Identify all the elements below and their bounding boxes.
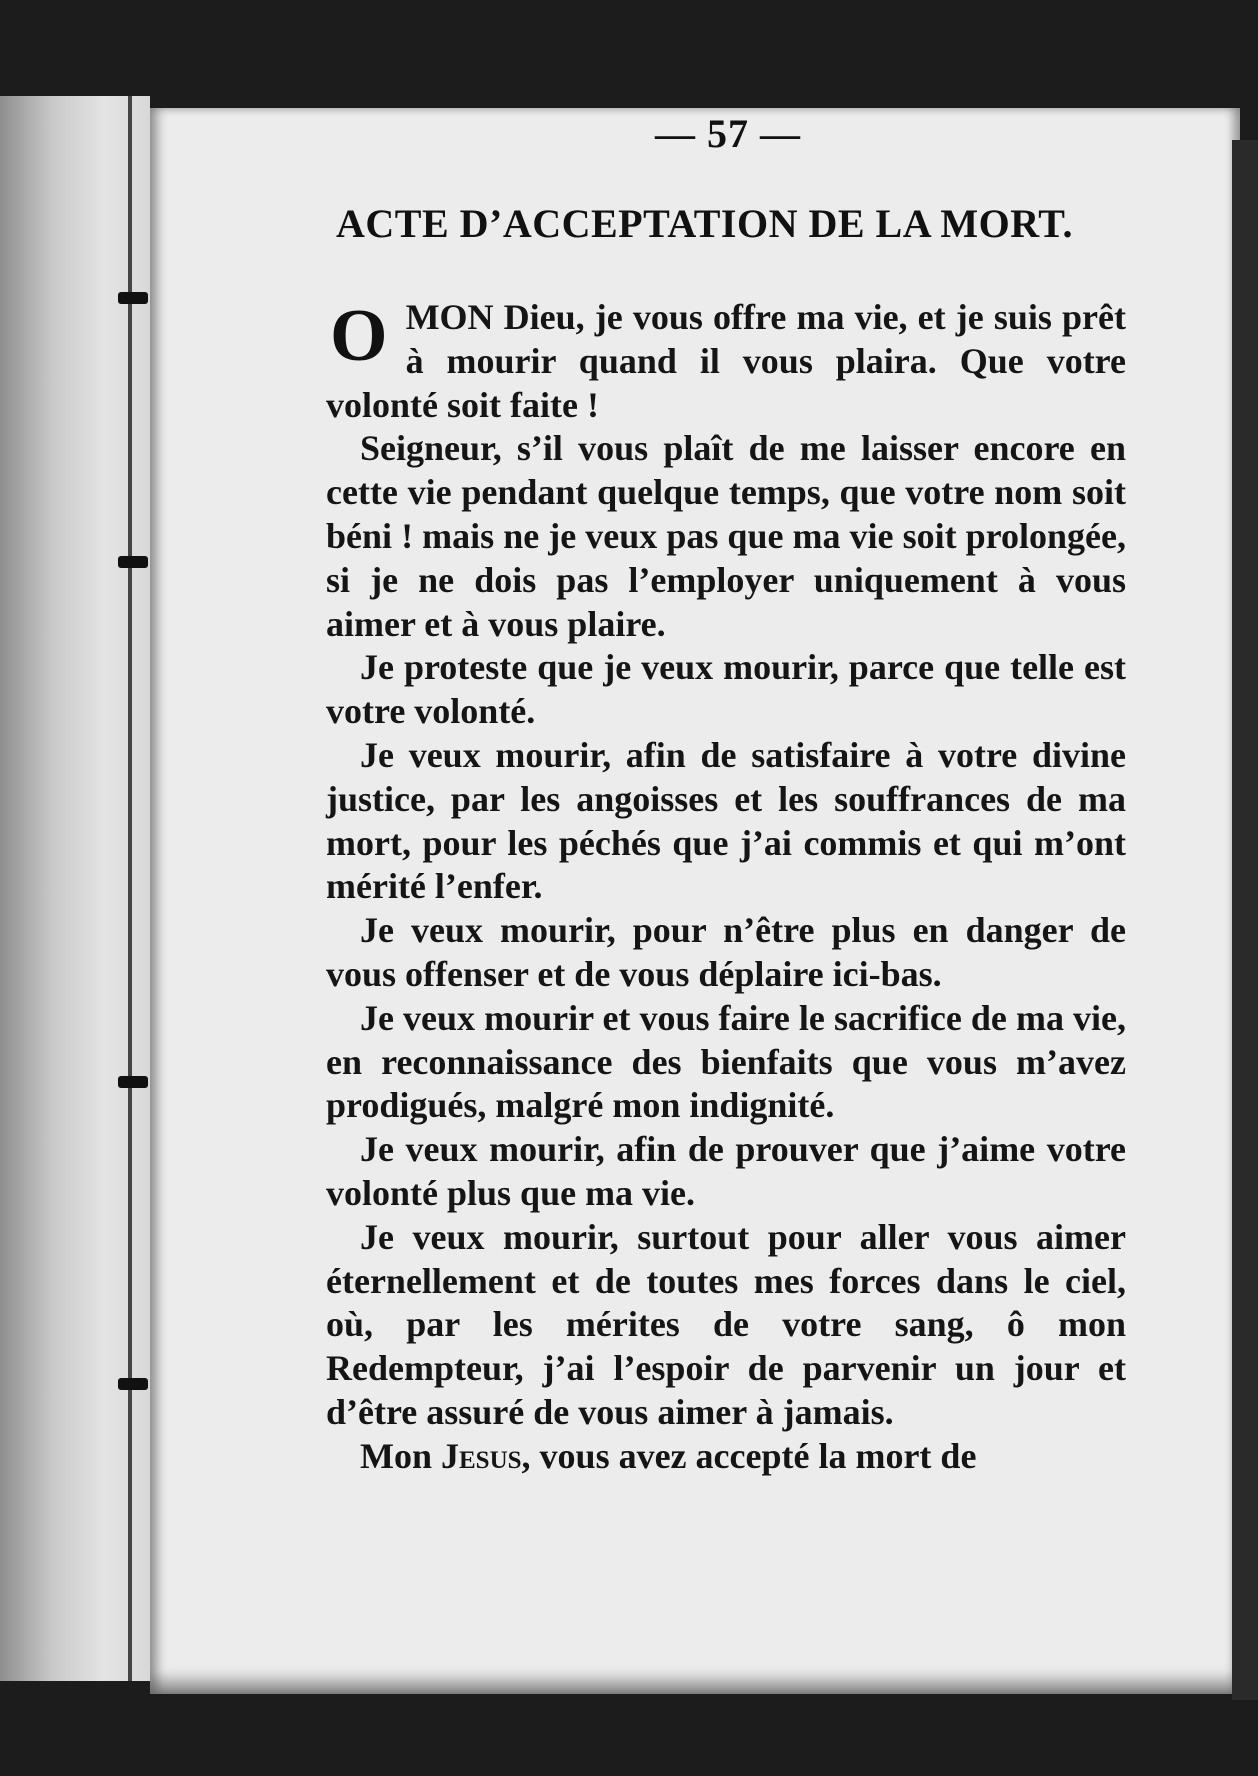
paragraph-text: MON Dieu, je vous offre ma vie, et je suis prêt à mourir quand il vous plaira. Que votre volonté soit faite !	[326, 297, 1126, 425]
paragraph: Je veux mourir et vous faire le sacrifice de ma vie, en reconnaissance des bienfaits que vous m’avez prodigués, malgré mon indignité.	[326, 997, 1126, 1126]
drop-cap: O	[330, 295, 388, 377]
binding-knot	[118, 292, 148, 304]
paragraph-text: , vous avez accepté la mort de	[521, 1435, 977, 1476]
paragraph: Je veux mourir, afin de satisfaire à votre divine justice, par les angoisses et les souffrances de ma mort, pour les péchés que j’ai commis et qui m’ont mérité l’enfer.	[326, 734, 1126, 907]
binding-knot	[118, 1076, 148, 1088]
binding-knot	[118, 1378, 148, 1390]
binding-stitch	[128, 96, 132, 1681]
paragraph: Je veux mourir, afin de prouver que j’aime votre volonté plus que ma vie.	[326, 1129, 1126, 1213]
paragraph: Je proteste que je veux mourir, parce que telle est votre volonté.	[326, 647, 1126, 732]
paragraph: Seigneur, s’il vous plaît de me laisser encore en cette vie pendant quelque temps, que votre nom soit béni ! mais ne je veux pas que ma vie soit prolongée, si je ne dois pas l’employer uniquement à vous aimer et à vous plaire.	[326, 428, 1126, 644]
page-number: — 57 —	[655, 111, 801, 156]
page-title: ACTE D’ACCEPTATION DE LA MORT.	[336, 201, 1073, 246]
name-jesus: Jesus	[441, 1435, 522, 1476]
paragraph-text: Mon	[360, 1435, 432, 1476]
facing-page-edge	[0, 96, 150, 1681]
paragraph: Je veux mourir, surtout pour aller vous aimer éternellement et de toutes mes forces dans le ciel, où, par les mérites de votre sang, ô mon Redempteur, j’ai l’espoir de parvenir un jour et d’être assuré de vous aimer à jamais.	[326, 1216, 1126, 1432]
page-shadow-edge	[1232, 140, 1258, 1700]
paragraph	[326, 1435, 1126, 1479]
binding-knot	[118, 556, 148, 568]
body-text	[326, 296, 1126, 1479]
paragraph: Je veux mourir, pour n’être plus en danger de vous offenser et de vous déplaire ici-bas.	[326, 910, 1126, 994]
paragraph	[326, 296, 1126, 427]
